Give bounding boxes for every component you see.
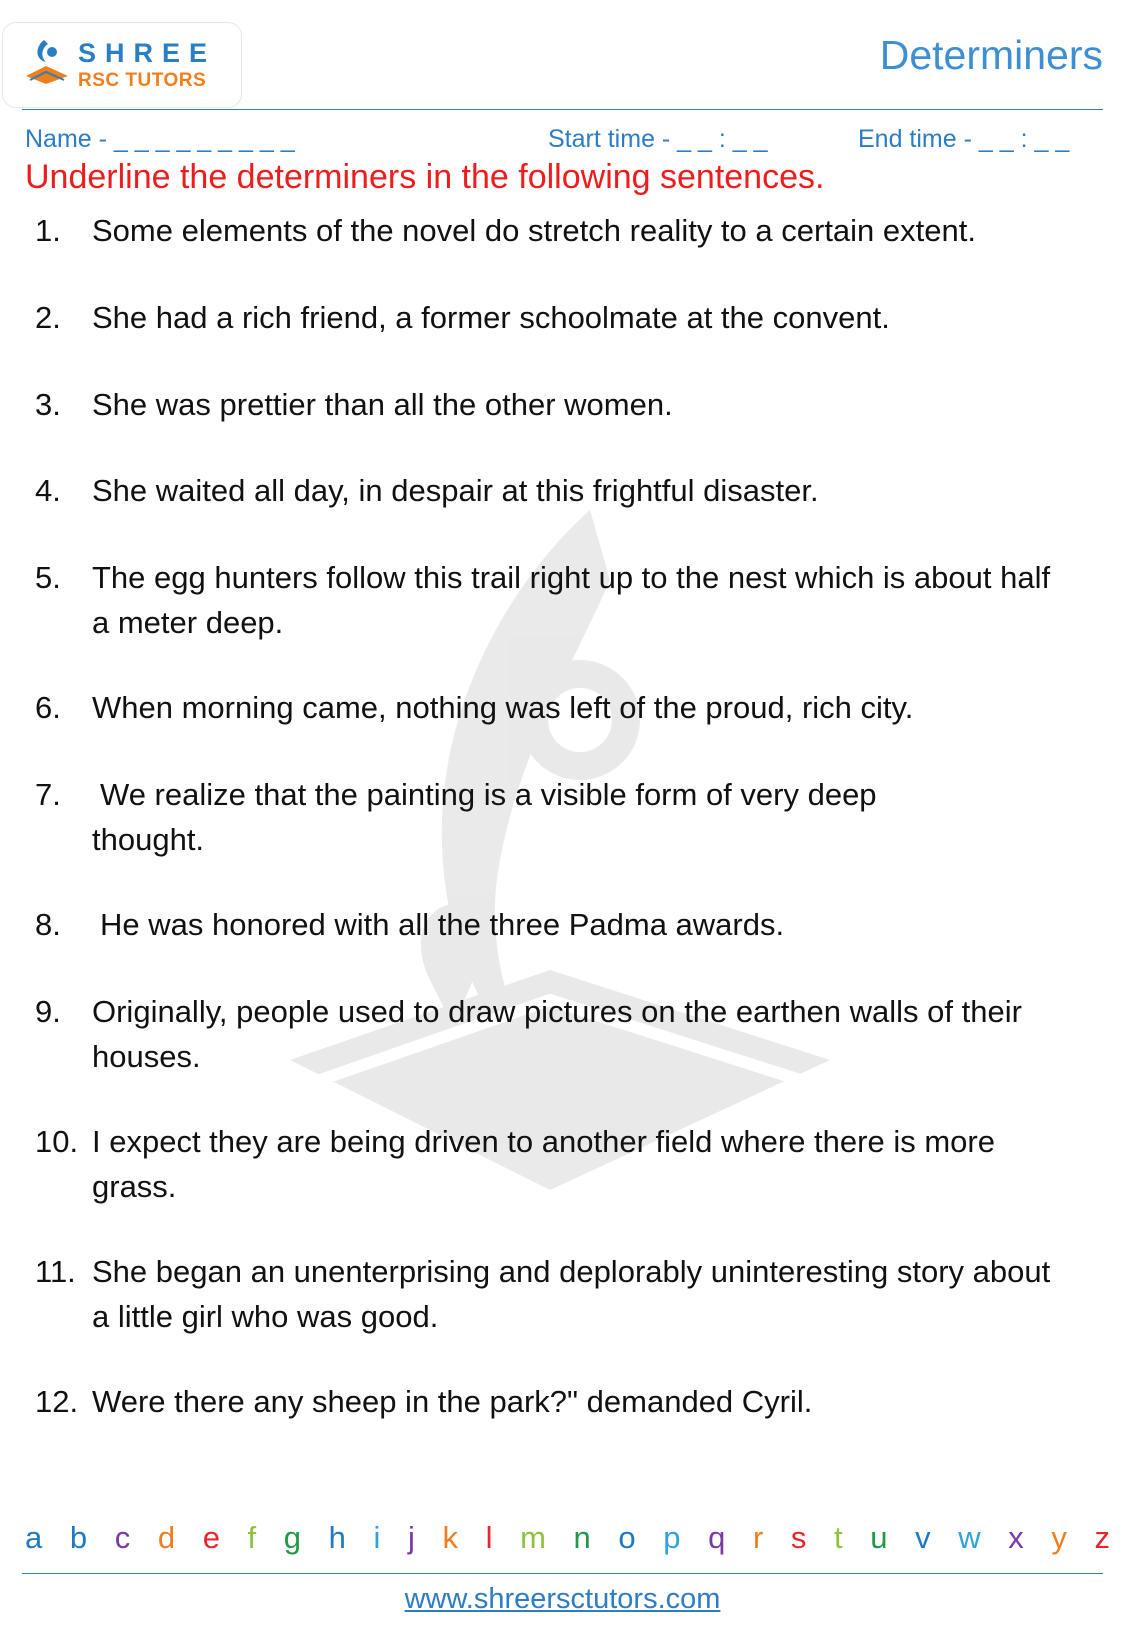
question-number: 7. bbox=[35, 777, 61, 812]
question-item bbox=[35, 989, 1115, 1079]
question-number: 4. bbox=[35, 473, 61, 508]
alphabet-letter: y bbox=[1051, 1520, 1067, 1555]
question-number: 6. bbox=[35, 690, 61, 725]
alphabet-letter: v bbox=[915, 1520, 931, 1555]
alphabet-letter: x bbox=[1008, 1520, 1024, 1555]
alphabet-letter: q bbox=[708, 1520, 726, 1555]
alphabet-letter: c bbox=[114, 1520, 131, 1555]
question-item bbox=[35, 208, 1115, 253]
question-text: When morning came, nothing was left of the proud, rich city. bbox=[92, 690, 914, 725]
alphabet-letter: g bbox=[283, 1520, 302, 1555]
alphabet-letter: h bbox=[328, 1520, 346, 1555]
question-item bbox=[35, 382, 1115, 427]
logo-text-rsc-tutors: RSC TUTORS bbox=[78, 70, 207, 91]
alphabet-letter: z bbox=[1094, 1520, 1110, 1555]
question-number: 1. bbox=[35, 213, 61, 248]
question-number: 2. bbox=[35, 300, 61, 335]
question-text: We realize that the painting is a visible form of very deep thought. bbox=[92, 777, 877, 857]
question-number: 8. bbox=[35, 907, 61, 942]
alphabet-letter: n bbox=[573, 1520, 591, 1555]
question-text: Originally, people used to draw pictures on the earthen walls of their houses. bbox=[92, 994, 1022, 1074]
alphabet-letter: m bbox=[520, 1520, 546, 1555]
question-item bbox=[35, 685, 1115, 730]
question-item bbox=[35, 1249, 1115, 1339]
alphabet-letter: b bbox=[69, 1520, 88, 1555]
question-item bbox=[35, 295, 1115, 340]
website-link[interactable]: www.shreersctutors.com bbox=[404, 1583, 721, 1615]
alphabet-letter: l bbox=[485, 1520, 493, 1555]
logo-icon bbox=[22, 36, 72, 88]
alphabet-strip bbox=[25, 1520, 1110, 1556]
question-number: 12. bbox=[35, 1384, 79, 1419]
alphabet-letter: d bbox=[157, 1520, 176, 1555]
question-text: Some elements of the novel do stretch reality to a certain extent. bbox=[92, 213, 976, 248]
question-text: The egg hunters follow this trail right up to the nest which is about half a meter deep. bbox=[92, 560, 1051, 640]
alphabet-letter: e bbox=[202, 1520, 220, 1555]
alphabet-letter: j bbox=[408, 1520, 415, 1555]
question-text: She waited all day, in despair at this frightful disaster. bbox=[92, 473, 819, 508]
footer-divider bbox=[22, 1573, 1103, 1574]
alphabet-letter: p bbox=[663, 1520, 681, 1555]
header-divider bbox=[22, 109, 1103, 110]
page-title: Determiners bbox=[879, 32, 1103, 78]
question-text: He was honored with all the three Padma awards. bbox=[100, 907, 785, 942]
alphabet-letter: a bbox=[25, 1520, 43, 1555]
start-time-field: Start time - _ _ : _ _ bbox=[548, 125, 768, 153]
alphabet-letter: i bbox=[373, 1520, 381, 1555]
alphabet-letter: f bbox=[247, 1520, 257, 1555]
logo-text-shree: SHREE bbox=[78, 38, 217, 68]
end-time-field: End time - _ _ : _ _ bbox=[858, 125, 1070, 153]
question-text: She had a rich friend, a former schoolmate at the convent. bbox=[92, 300, 890, 335]
alphabet-letter: u bbox=[870, 1520, 888, 1555]
question-item bbox=[35, 1379, 1115, 1424]
question-text: She was prettier than all the other women. bbox=[92, 387, 673, 422]
question-item bbox=[35, 902, 1115, 947]
question-item bbox=[35, 555, 1115, 645]
alphabet-letter: k bbox=[442, 1520, 458, 1555]
question-number: 5. bbox=[35, 560, 61, 595]
name-field: Name - _ _ _ _ _ _ _ _ _ bbox=[25, 125, 295, 153]
question-number: 10. bbox=[35, 1124, 79, 1159]
instruction: Underline the determiners in the following sentences. bbox=[25, 158, 825, 196]
alphabet-letter: t bbox=[834, 1520, 843, 1555]
alphabet-letter: r bbox=[752, 1520, 764, 1555]
question-item bbox=[35, 468, 1115, 513]
alphabet-letter: o bbox=[618, 1520, 636, 1555]
question-item bbox=[35, 772, 1115, 862]
question-number: 3. bbox=[35, 387, 61, 422]
alphabet-letter: s bbox=[790, 1520, 807, 1555]
question-item bbox=[35, 1119, 1115, 1209]
question-text: Were there any sheep in the park?" demanded Cyril. bbox=[92, 1384, 813, 1419]
question-number: 9. bbox=[35, 994, 61, 1029]
question-text: I expect they are being driven to another field where there is more grass. bbox=[92, 1124, 995, 1204]
question-number: 11. bbox=[35, 1254, 76, 1289]
question-text: She began an unenterprising and deplorably uninteresting story about a little girl who was good. bbox=[92, 1254, 1051, 1334]
alphabet-letter: w bbox=[958, 1520, 981, 1555]
